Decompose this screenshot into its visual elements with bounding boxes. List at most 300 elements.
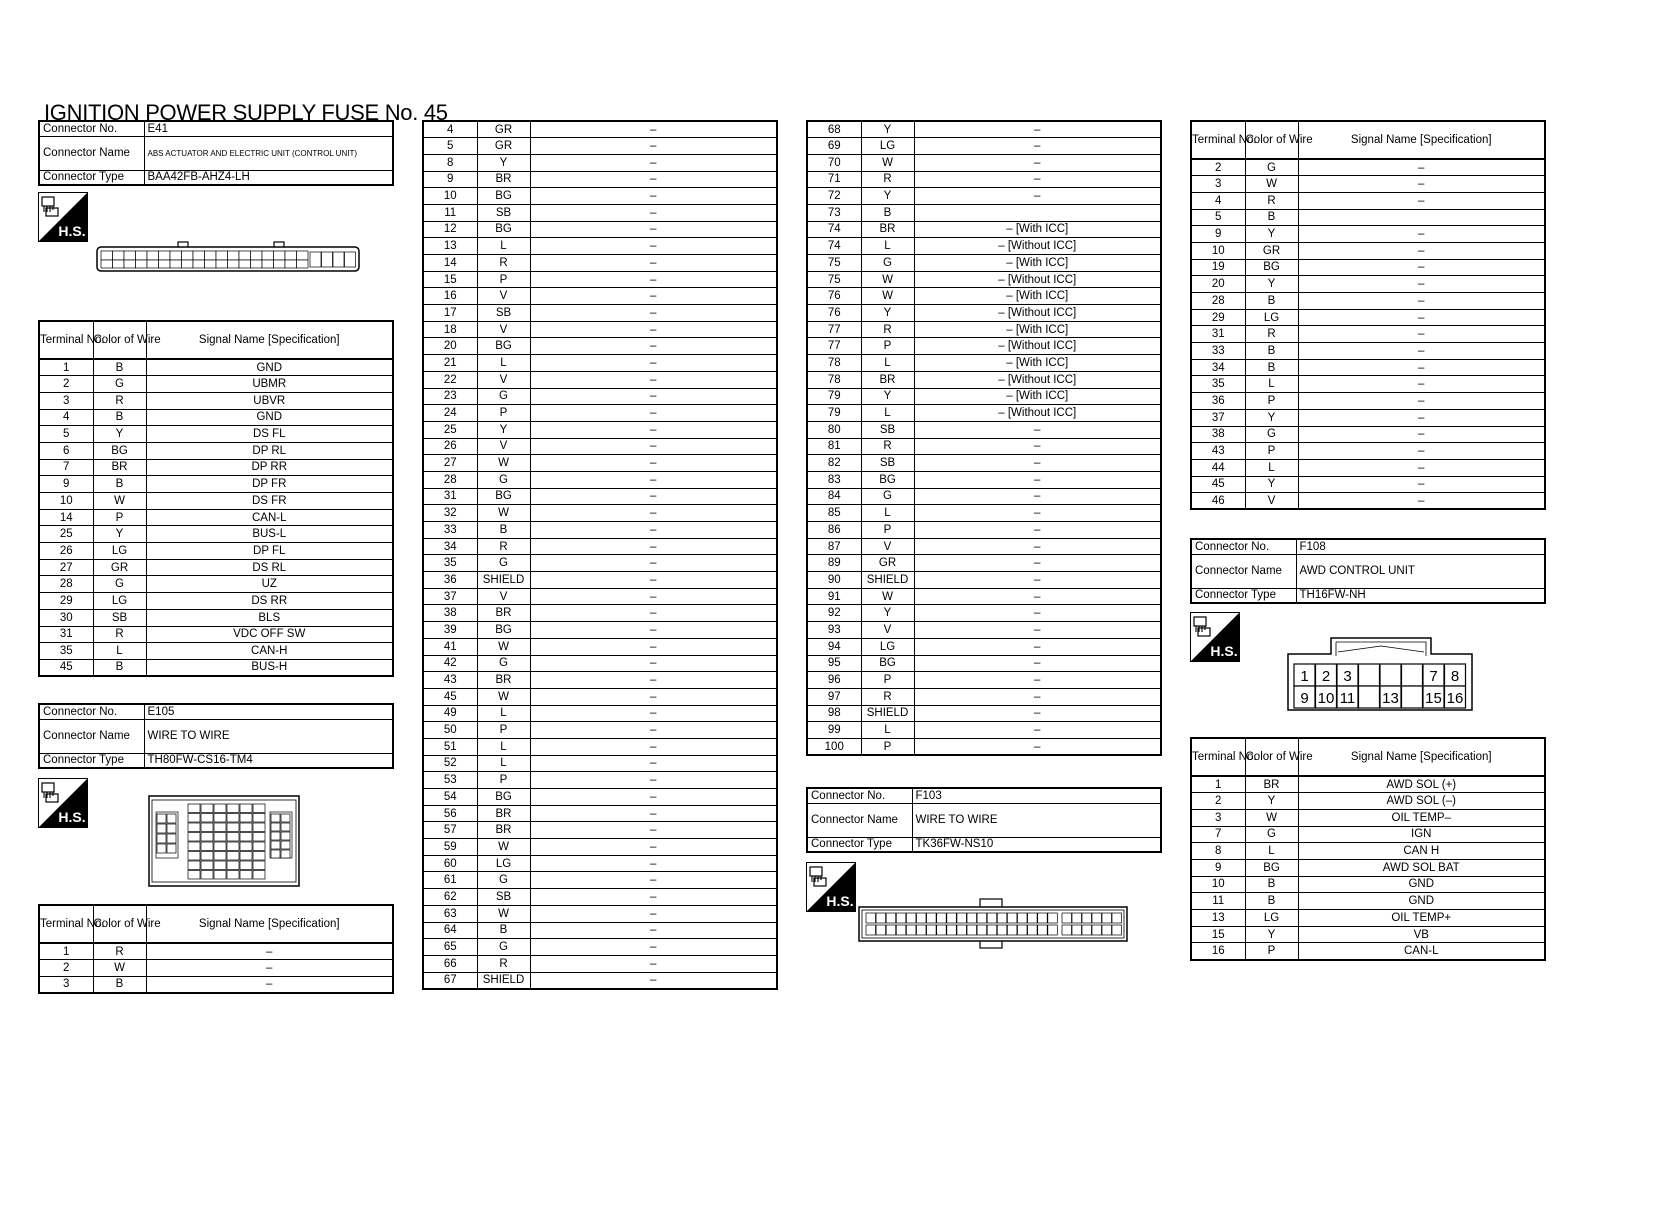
wire-color-cell: G (861, 255, 914, 272)
wire-color-cell: W (477, 905, 530, 922)
terminal-no-cell: 74 (807, 238, 861, 255)
table-row (807, 221, 1161, 238)
signal-name-cell: – (914, 555, 1161, 572)
signal-name-cell: AWD SOL (–) (1298, 793, 1545, 810)
signal-name-cell: – (530, 371, 777, 388)
wire-color-cell: SHIELD (861, 705, 914, 722)
wire-color-cell: Y (861, 605, 914, 622)
terminal-no-cell: 4 (1191, 192, 1245, 209)
wire-color-cell: LG (93, 593, 146, 610)
signal-name-cell: BUS-H (146, 659, 393, 676)
signal-name-cell (1298, 209, 1545, 226)
wire-color-cell: GR (477, 121, 530, 138)
signal-name-cell: – (914, 705, 1161, 722)
wire-color-cell: R (861, 688, 914, 705)
signal-name-cell: – (530, 922, 777, 939)
table-row (423, 755, 777, 772)
signal-name-cell: – (530, 138, 777, 155)
wire-color-cell: R (1245, 326, 1298, 343)
signal-name-cell: – (530, 338, 777, 355)
signal-name-cell: DS FR (146, 493, 393, 510)
cavity-number: 13 (1382, 690, 1399, 707)
signal-name-cell: DS FL (146, 426, 393, 443)
wire-color-cell: Y (1245, 276, 1298, 293)
wire-color-cell: BR (477, 822, 530, 839)
signal-name-cell: – [Without ICC] (914, 305, 1161, 322)
wire-color-cell: P (861, 672, 914, 689)
signal-name-cell: DP RL (146, 442, 393, 459)
wire-color-cell: W (93, 493, 146, 510)
terminal-no-cell: 27 (423, 455, 477, 472)
table-row (807, 271, 1161, 288)
wire-color-cell: Y (477, 421, 530, 438)
header-color-of-wire: Color of Wire (93, 321, 146, 359)
f103-terminal-table (1190, 120, 1546, 510)
table-row (423, 321, 777, 338)
signal-name-cell: – (1298, 393, 1545, 410)
table-row (1191, 826, 1545, 843)
header-color-of-wire: Color of Wire (93, 905, 146, 943)
signal-name-cell: – (1298, 159, 1545, 176)
signal-name-cell: – [With ICC] (914, 255, 1161, 272)
table-row (39, 442, 393, 459)
signal-name-cell: – (530, 421, 777, 438)
connector-type-value: TH16FW-NH (1296, 588, 1545, 603)
wire-color-cell: GR (93, 559, 146, 576)
table-row (807, 188, 1161, 205)
signal-name-cell: – (530, 438, 777, 455)
terminal-no-cell: 44 (1191, 459, 1245, 476)
terminal-no-cell: 11 (1191, 893, 1245, 910)
terminal-no-cell: 75 (807, 271, 861, 288)
table-row (423, 822, 777, 839)
signal-name-cell: – (530, 638, 777, 655)
wire-color-cell: LG (477, 855, 530, 872)
f108-terminal-table (1190, 737, 1546, 961)
table-row (423, 705, 777, 722)
connector-no-value: F108 (1296, 539, 1545, 554)
wire-color-cell: P (861, 738, 914, 755)
wire-color-cell: L (861, 722, 914, 739)
cavity-number: 10 (1317, 690, 1335, 707)
wire-color-cell: R (93, 626, 146, 643)
table-row (423, 188, 777, 205)
signal-name-cell: – [With ICC] (914, 321, 1161, 338)
signal-name-cell: – (530, 588, 777, 605)
terminal-no-cell: 52 (423, 755, 477, 772)
connector-type-value: TK36FW-NS10 (912, 837, 1161, 852)
cavity-number: 9 (1300, 690, 1309, 707)
wire-color-cell: W (477, 505, 530, 522)
terminal-no-cell: 29 (1191, 309, 1245, 326)
table-row (39, 359, 393, 376)
signal-name-cell: – (914, 655, 1161, 672)
table-row (1191, 326, 1545, 343)
header-terminal-no: Terminal No. (39, 321, 93, 359)
signal-name-cell: – (1298, 192, 1545, 209)
wire-color-cell: L (1245, 843, 1298, 860)
terminal-no-cell: 35 (1191, 376, 1245, 393)
terminal-no-cell: 50 (423, 722, 477, 739)
wire-color-cell: P (861, 522, 914, 539)
terminal-no-cell: 70 (807, 154, 861, 171)
wire-color-cell: L (861, 505, 914, 522)
table-row (39, 376, 393, 393)
connector-info-e105 (38, 703, 394, 769)
terminal-no-cell: 21 (423, 355, 477, 372)
table-row (423, 538, 777, 555)
wire-color-cell: BR (861, 371, 914, 388)
signal-name-cell: – (914, 572, 1161, 589)
terminal-no-cell: 59 (423, 839, 477, 856)
wire-color-cell: W (1245, 176, 1298, 193)
table-row (1191, 343, 1545, 360)
terminal-no-cell: 98 (807, 705, 861, 722)
signal-name-cell: – (914, 438, 1161, 455)
table-row (807, 138, 1161, 155)
wire-color-cell: BG (477, 188, 530, 205)
cavity-number: 2 (1321, 668, 1331, 685)
terminal-no-cell: 61 (423, 872, 477, 889)
signal-name-cell: AWD SOL (+) (1298, 776, 1545, 793)
table-row (807, 154, 1161, 171)
table-row (1191, 876, 1545, 893)
terminal-no-cell: 9 (423, 171, 477, 188)
wire-color-cell: SHIELD (477, 572, 530, 589)
terminal-no-cell: 8 (423, 154, 477, 171)
signal-name-cell: – (530, 255, 777, 272)
signal-name-cell: GND (1298, 876, 1545, 893)
signal-name-cell: – [Without ICC] (914, 405, 1161, 422)
wire-color-cell: W (861, 588, 914, 605)
terminal-no-cell: 91 (807, 588, 861, 605)
wire-color-cell: R (861, 438, 914, 455)
signal-name-cell: – (146, 960, 393, 977)
signal-name-cell: – (1298, 426, 1545, 443)
signal-name-cell: CAN H (1298, 843, 1545, 860)
terminal-no-cell: 43 (423, 672, 477, 689)
terminal-no-cell: 5 (1191, 209, 1245, 226)
signal-name-cell: – (530, 889, 777, 906)
terminal-no-cell: 46 (1191, 493, 1245, 510)
terminal-no-cell: 34 (1191, 359, 1245, 376)
signal-name-cell: – (530, 955, 777, 972)
signal-name-cell: – (530, 204, 777, 221)
signal-name-cell: – (914, 471, 1161, 488)
terminal-no-cell: 3 (1191, 809, 1245, 826)
table-row (423, 421, 777, 438)
signal-name-cell: BLS (146, 609, 393, 626)
hs-label: H.S. (58, 809, 86, 825)
table-row (423, 522, 777, 539)
terminal-no-cell: 16 (423, 288, 477, 305)
table-row (807, 338, 1161, 355)
table-row (423, 305, 777, 322)
connector-no-label: Connector No. (39, 121, 144, 136)
terminal-no-cell: 10 (423, 188, 477, 205)
signal-name-cell: – (530, 805, 777, 822)
connector-name-label: Connector Name (1191, 554, 1296, 588)
terminal-no-cell: 27 (39, 559, 93, 576)
connector-type-label: Connector Type (1191, 588, 1296, 603)
terminal-no-cell: 77 (807, 338, 861, 355)
wire-color-cell: V (1245, 493, 1298, 510)
wire-color-cell: G (477, 655, 530, 672)
terminal-no-cell: 80 (807, 421, 861, 438)
wire-color-cell: P (93, 509, 146, 526)
connector-name-value: ABS ACTUATOR AND ELECTRIC UNIT (CONTROL UNIT) (144, 136, 393, 170)
signal-name-cell: – (530, 555, 777, 572)
terminal-no-cell: 84 (807, 488, 861, 505)
e105-terminal-table-1 (38, 904, 394, 994)
terminal-no-cell: 35 (423, 555, 477, 572)
signal-name-cell: – (1298, 309, 1545, 326)
table-row (807, 588, 1161, 605)
table-row (807, 655, 1161, 672)
wire-color-cell: B (93, 659, 146, 676)
terminal-no-cell: 6 (39, 442, 93, 459)
signal-name-cell: – (914, 605, 1161, 622)
signal-name-cell: – (1298, 476, 1545, 493)
table-row (423, 688, 777, 705)
table-row (39, 593, 393, 610)
signal-name-cell: – (914, 188, 1161, 205)
terminal-no-cell: 7 (39, 459, 93, 476)
wire-color-cell: P (1245, 943, 1298, 960)
table-row (39, 526, 393, 543)
signal-name-cell: – [With ICC] (914, 355, 1161, 372)
table-row (1191, 242, 1545, 259)
table-row (807, 738, 1161, 755)
wire-color-cell: Y (861, 305, 914, 322)
terminal-no-cell: 20 (1191, 276, 1245, 293)
table-row (423, 488, 777, 505)
wire-color-cell: B (93, 409, 146, 426)
harness-side-icon (38, 778, 88, 828)
connector-info-e41 (38, 120, 394, 186)
header-terminal-no: Terminal No. (1191, 121, 1245, 159)
wire-color-cell: R (861, 171, 914, 188)
wire-color-cell: Y (93, 426, 146, 443)
table-row (807, 355, 1161, 372)
table-row (1191, 176, 1545, 193)
signal-name-cell: – (1298, 443, 1545, 460)
connector-name-label: Connector Name (807, 803, 912, 837)
f103-connector-diagram (858, 898, 1130, 950)
wire-color-cell: G (477, 388, 530, 405)
terminal-no-cell: 81 (807, 438, 861, 455)
e105-connector-diagram (148, 794, 302, 890)
table-row (807, 238, 1161, 255)
table-row (423, 171, 777, 188)
terminal-no-cell: 65 (423, 939, 477, 956)
signal-name-cell: AWD SOL BAT (1298, 859, 1545, 876)
wire-color-cell: P (1245, 443, 1298, 460)
signal-name-cell: – (530, 622, 777, 639)
terminal-no-cell: 34 (423, 538, 477, 555)
terminal-no-cell: 100 (807, 738, 861, 755)
wire-color-cell: BG (93, 442, 146, 459)
terminal-no-cell: 23 (423, 388, 477, 405)
table-row (807, 555, 1161, 572)
signal-name-cell: – (530, 822, 777, 839)
wire-color-cell: BR (477, 171, 530, 188)
table-row (423, 588, 777, 605)
cavity-number: 11 (1339, 690, 1356, 707)
wire-color-cell: P (477, 405, 530, 422)
terminal-no-cell: 28 (1191, 293, 1245, 310)
terminal-no-cell: 5 (423, 138, 477, 155)
signal-name-cell: VB (1298, 926, 1545, 943)
wire-color-cell: L (477, 355, 530, 372)
table-row (39, 943, 393, 960)
wire-color-cell: W (861, 154, 914, 171)
wire-color-cell: R (477, 255, 530, 272)
connector-no-value: E41 (144, 121, 393, 136)
signal-name-cell: – [Without ICC] (914, 238, 1161, 255)
wire-color-cell: Y (1245, 409, 1298, 426)
signal-name-cell: GND (1298, 893, 1545, 910)
table-row (423, 471, 777, 488)
signal-name-cell: – (530, 905, 777, 922)
hs-label: H.S. (58, 223, 86, 239)
signal-name-cell: DP RR (146, 459, 393, 476)
signal-name-cell: – (530, 722, 777, 739)
terminal-no-cell: 20 (423, 338, 477, 355)
connector-type-value: BAA42FB-AHZ4-LH (144, 170, 393, 185)
signal-name-cell: GND (146, 409, 393, 426)
signal-name-cell: – (1298, 493, 1545, 510)
terminal-no-cell: 4 (423, 121, 477, 138)
connector-name-value: WIRE TO WIRE (912, 803, 1161, 837)
terminal-no-cell: 62 (423, 889, 477, 906)
wire-color-cell: BG (477, 488, 530, 505)
terminal-no-cell: 45 (423, 688, 477, 705)
connector-no-label: Connector No. (807, 788, 912, 803)
terminal-no-cell: 11 (423, 204, 477, 221)
signal-name-cell: – (914, 421, 1161, 438)
terminal-no-cell: 39 (423, 622, 477, 639)
terminal-no-cell: 25 (423, 421, 477, 438)
terminal-no-cell: 38 (423, 605, 477, 622)
signal-name-cell: DS RL (146, 559, 393, 576)
signal-name-cell: VDC OFF SW (146, 626, 393, 643)
terminal-no-cell: 56 (423, 805, 477, 822)
terminal-no-cell: 54 (423, 789, 477, 806)
wire-color-cell: B (1245, 343, 1298, 360)
wire-color-cell: SB (477, 889, 530, 906)
table-row (807, 288, 1161, 305)
signal-name-cell: – (914, 538, 1161, 555)
terminal-no-cell: 49 (423, 705, 477, 722)
signal-name-cell: – (914, 171, 1161, 188)
e105-terminal-table-3 (806, 120, 1162, 756)
wire-color-cell: L (861, 405, 914, 422)
signal-name-cell: – (530, 755, 777, 772)
wire-color-cell: V (477, 288, 530, 305)
signal-name-cell: – (530, 238, 777, 255)
table-row (1191, 843, 1545, 860)
terminal-no-cell: 13 (1191, 910, 1245, 927)
table-row (423, 505, 777, 522)
terminal-no-cell: 97 (807, 688, 861, 705)
wire-color-cell: V (477, 321, 530, 338)
signal-name-cell: – (914, 522, 1161, 539)
table-row (423, 221, 777, 238)
table-row (423, 154, 777, 171)
connector-type-label: Connector Type (807, 837, 912, 852)
terminal-no-cell: 94 (807, 638, 861, 655)
header-signal-name: Signal Name [Specification] (146, 321, 393, 359)
connector-info-f108 (1190, 538, 1546, 604)
terminal-no-cell: 71 (807, 171, 861, 188)
wire-color-cell: B (861, 204, 914, 221)
cavity-number: 7 (1429, 668, 1438, 685)
table-row (1191, 910, 1545, 927)
terminal-no-cell: 30 (39, 609, 93, 626)
harness-side-icon (38, 192, 88, 242)
terminal-no-cell: 89 (807, 555, 861, 572)
table-row (807, 522, 1161, 539)
terminal-no-cell: 77 (807, 321, 861, 338)
wire-color-cell: BG (477, 622, 530, 639)
wire-color-cell: Y (1245, 793, 1298, 810)
f108-connector-diagram (1286, 634, 1476, 714)
signal-name-cell: – (914, 588, 1161, 605)
terminal-no-cell: 99 (807, 722, 861, 739)
page-title: IGNITION POWER SUPPLY FUSE No. 45 (44, 100, 448, 125)
wire-color-cell: G (93, 376, 146, 393)
table-row (39, 659, 393, 676)
wire-color-cell: L (477, 738, 530, 755)
terminal-no-cell: 82 (807, 455, 861, 472)
header-terminal-no: Terminal No. (1191, 738, 1245, 776)
wire-color-cell: L (477, 705, 530, 722)
wire-color-cell: G (477, 555, 530, 572)
signal-name-cell: – (530, 305, 777, 322)
table-row (807, 471, 1161, 488)
wire-color-cell: B (1245, 209, 1298, 226)
wire-color-cell: BG (477, 789, 530, 806)
terminal-no-cell: 1 (39, 943, 93, 960)
table-row (423, 722, 777, 739)
wire-color-cell: Y (1245, 476, 1298, 493)
signal-name-cell: – [With ICC] (914, 288, 1161, 305)
table-row (1191, 926, 1545, 943)
signal-name-cell: OIL TEMP+ (1298, 910, 1545, 927)
table-row (423, 955, 777, 972)
table-row (807, 421, 1161, 438)
wire-color-cell: Y (861, 121, 914, 138)
wire-color-cell: SB (477, 305, 530, 322)
terminal-no-cell: 63 (423, 905, 477, 922)
terminal-no-cell: 15 (1191, 926, 1245, 943)
signal-name-cell: – (1298, 409, 1545, 426)
wire-color-cell: G (1245, 426, 1298, 443)
table-row (807, 722, 1161, 739)
signal-name-cell: – (530, 471, 777, 488)
table-row (1191, 209, 1545, 226)
wire-color-cell: G (1245, 159, 1298, 176)
connector-name-label: Connector Name (39, 136, 144, 170)
terminal-no-cell: 66 (423, 955, 477, 972)
table-row (423, 939, 777, 956)
table-row (423, 789, 777, 806)
table-row (39, 509, 393, 526)
table-row (807, 371, 1161, 388)
table-row (423, 204, 777, 221)
signal-name-cell: – (530, 789, 777, 806)
